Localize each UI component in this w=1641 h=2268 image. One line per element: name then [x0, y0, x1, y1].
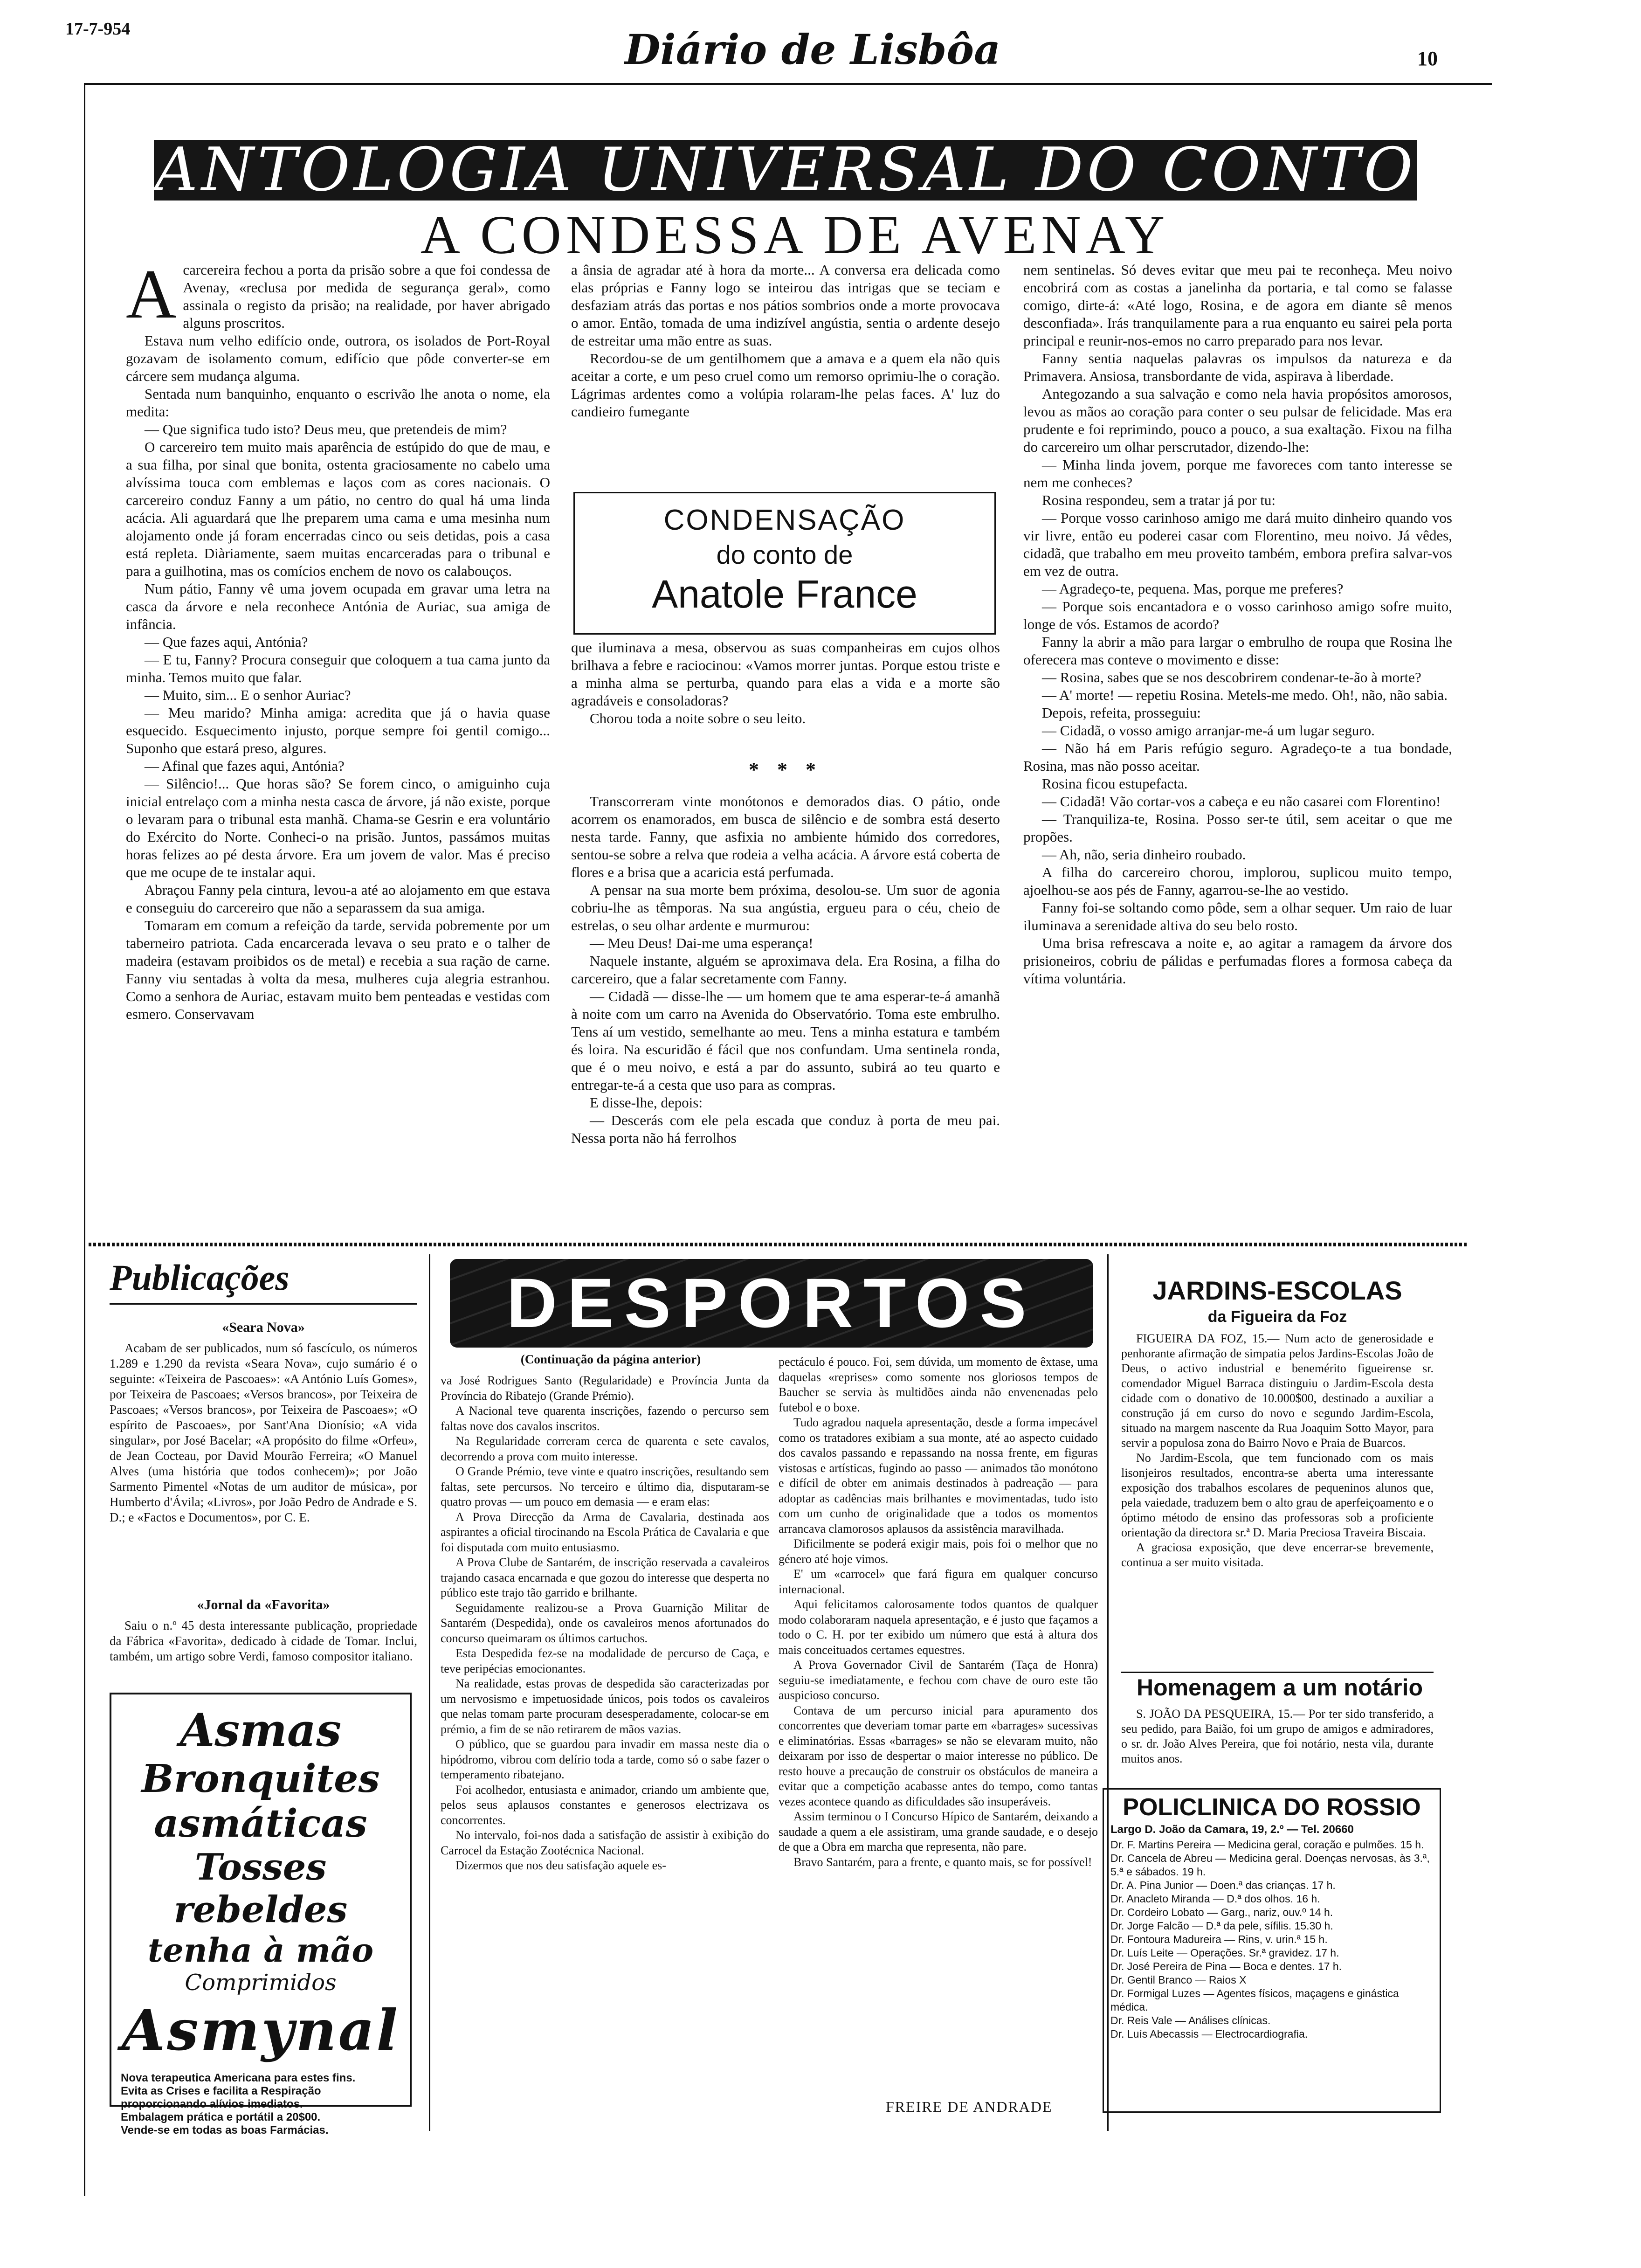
jardins-heading: JARDINS-ESCOLAS [1152, 1276, 1402, 1305]
policlinica-list [1110, 1838, 1433, 2041]
story-paragraph: — Muito, sim... E o senhor Auriac? [145, 687, 351, 703]
desportos-banner [450, 1259, 1093, 1348]
story-paragraph: — A' morte! — repetiu Rosina. Metels-me medo. Oh!, não, não sabia. [1042, 687, 1448, 703]
ad-text-line: Vende-se em todas as boas Farmácias. [121, 2124, 329, 2137]
jardins-subheading: da Figueira da Foz [1207, 1308, 1347, 1326]
story-paragraph: — Agradeço-te, pequena. Mas, porque me preferes? [1042, 581, 1344, 597]
favorita-paragraph: Saiu o n.º 45 desta interessante publicação, propriedade da Fábrica «Favorita», dedicado à cidade de Tomar. Inclui, também, um artigo sobre Verdi, famoso compositor italiano. [110, 1618, 417, 1663]
ad-line: tenha à mão [147, 1931, 374, 1970]
desportos-paragraph: Na Regularidade correram cerca de quarenta e sete cavalos, decorrendo a prova com muito interesse. [441, 1434, 769, 1463]
policlinica-doctor: Dr. Gentil Branco — Raios X [1110, 1974, 1247, 1986]
desportos-paragraph: Aqui felicitamos calorosamente todos quantos de qualquer modo colaboraram naquela apresentação, e é justo que façamos a todo o C. H. por ter exibido um número que está à altura dos mais conceituados certames equestres. [779, 1597, 1098, 1657]
story-paragraph: carcereira fechou a porta da prisão sobre a que foi condessa de Avenay, «reclusa por medida de segurança geral», como assinala o registo da prisão; na realidade, por haver abrigado alguns proscritos. [183, 262, 550, 331]
story-paragraph: — Que fazes aqui, Antónia? [145, 634, 308, 650]
section-divider [89, 1243, 1469, 1246]
desportos-paragraph: Dizermos que nos deu satisfação aquele es- [455, 1859, 666, 1872]
story-paragraph: — Meu Deus! Dai-me uma esperança! [590, 935, 814, 951]
story-paragraph: Rosina respondeu, sem a tratar já por tu: [1042, 492, 1276, 508]
story-column-2-mid [571, 639, 1000, 746]
ad-line: Bronquites [141, 1756, 380, 1801]
policlinica-doctor: Dr. A. Pina Junior — Doen.ª das crianças. 17 h. [1110, 1879, 1336, 1891]
story-paragraph: Abraçou Fanny pela cintura, levou-a até ao alojamento em que estava e conseguiu do carcereiro que não a separassem da sua amiga. [126, 882, 550, 916]
ad-text-line: Nova terapeutica Americana para estes fins. [121, 2072, 356, 2084]
desportos-paragraph: Na realidade, estas provas de despedida são caracterizadas por um nervosismo e impetuosidade únicos, pois todos os cavaleiros que nelas tomam parte procuram desesperadamente, colocar-se em prémio, a fim de se não retirarem de mãos vazias. [441, 1677, 769, 1736]
jardins-paragraph: A graciosa exposição, que deve encerrar-se brevemente, continua a ser muito visitada. [1121, 1541, 1434, 1569]
seara-nova-text [110, 1341, 417, 1583]
notario-paragraph: S. JOÃO DA PESQUEIRA, 15.— Por ter sido transferido, a seu pedido, para Baião, foi um grupo de amigos e admiradores, o sr. dr. João Alves Pereira, que foi notário, nesta vila, durante muitos anos. [1121, 1707, 1434, 1765]
policlinica-heading: POLICLINICA DO ROSSIO [1123, 1794, 1421, 1821]
desportos-paragraph: Bravo Santarém, para a frente, e quanto mais, se for possível! [793, 1855, 1092, 1869]
story-paragraph: O carcereiro tem muito mais aparência de estúpido do que de mau, e a sua filha, por sinal que bonita, ostenta graciosamente no cabelo uma alvíssima touca com emblemas e laços com as cores nacionais. O carcereiro conduz Fanny a um pátio, no centro do qual há uma linda acácia. Ali aguardará que lhe preparem uma cama e uma mesinha num alojamento onde já foram encerradas cinco ou seis detidas, pois a casa está repleta. Diàriamente, saem muitas encarceradas para o tribunal e para a guilhotina, mas os comícios enchem de novo os calabouços. [126, 439, 550, 579]
masthead-date: 17-7-954 [65, 19, 131, 39]
desportos-paragraph: A Prova Governador Civil de Santarém (Taça de Honra) seguiu-se imediatamente, e fechou com chave de ouro este tão auspicioso concurso. [779, 1658, 1098, 1702]
story-paragraph: — Descerás com ele pela escada que conduz à porta de meu pai. Nessa porta não há ferrolhos [571, 1112, 1000, 1146]
policlinica-doctor: Dr. Cordeiro Lobato — Garg., nariz, ouv.º 14 h. [1110, 1906, 1333, 1918]
seara-nova-paragraph: Acabam de ser publicados, num só fascículo, os números 1.289 e 1.290 da revista «Seara Nova», cujo sumário é o seguinte: «Teixeira de Pascoaes»: «A António Luís Gomes», por Teixeira de Pascoaes; «Versos brancos», por Teixeira de Pascoaes; «Versos brancos», por Teixeira de Pascoaes»; «O espírito de Pascoaes», por Sant'Ana Dionísio; «A vida singular», por José Bacelar; «A propósito do filme «Orfeu», de Jean Cocteau, por David Mourão Ferreira; «O Manuel Alves (uma história que todos conhecem)»; por João Sarmento Pimentel «Notas de um auditor de música», por Humberto d'Ávila; «Livros», por João Pedro de Andrade e S. D.; e «Factos e Documentos», por C. E. [110, 1341, 417, 1524]
story-paragraph: Rosina ficou estupefacta. [1042, 775, 1188, 792]
jardins-text [1121, 1331, 1434, 1667]
story-paragraph: Fanny foi-se soltando como pôde, sem a olhar sequer. Um raio de luar iluminava a serenidade altiva do seu belo rosto. [1023, 899, 1452, 933]
story-paragraph: Fanny sentia naquelas palavras os impulsos da natureza e da Primavera. Ansiosa, transbordante de vida, aspirava à liberdade. [1023, 350, 1452, 384]
desportos-paragraph: pectáculo é pouco. Foi, sem dúvida, um momento de êxtase, uma daquelas «reprises» como somente nos gloriosos tempos de Baucher se servia às multidões ainda não envenenadas pelo futebol e o boxe. [779, 1355, 1098, 1414]
anthology-banner-text: ANTOLOGIA UNIVERSAL DO CONTO [154, 135, 1417, 205]
policlinica-doctor: Dr. José Pereira de Pina — Boca e dentes. 17 h. [1110, 1960, 1342, 1972]
story-paragraph: — Porque vosso carinhoso amigo me dará muito dinheiro quando vos vir livre, então eu poderei casar com Florentino, meu noivo. Já vêdes, cidadã, que trabalho em meu proveito também, embora prefira salvar-vos em vez de outra. [1023, 510, 1452, 579]
story-paragraph: — Cidadã, o vosso amigo arranjar-me-á um lugar seguro. [1042, 722, 1375, 739]
story-paragraph: — Afinal que fazes aqui, Antónia? [145, 758, 345, 774]
masthead-title: Diário de Lisbôa [625, 25, 1001, 74]
story-paragraph: — Porque sois encantadora e o vosso carinhoso amigo sofre muito, longe de vós. Estamos de acordo? [1023, 598, 1452, 632]
desportos-paragraph: Foi acolhedor, entusiasta e animador, criando um ambiente que, pelos seus aplausos constantes e generosos electrizava os concorrentes. [441, 1783, 769, 1827]
desportos-paragraph: A Nacional teve quarenta inscrições, fazendo o percurso sem faltas nove dos cavalos inscritos. [441, 1404, 769, 1433]
seara-nova-heading: «Seara Nova» [222, 1320, 305, 1335]
desportos-paragraph: Tudo agradou naquela apresentação, desde a forma impecável como os tratadores exibiam a sua monte, até ao aspecto cuidado dos cavalos passando e repassando na nossa frente, em figuras vistosas e artísticas, fugindo ao passo — animados tão monótono e difícil de obter em animais destinados à padreação — para adoptar as cadências mais brilhantes e movimentadas, tudo isto com um cunho de originalidade que a todos os momentos arrancava clamorosos aplausos da assistência maravilhada. [779, 1416, 1098, 1535]
story-paragraph: Fanny la abrir a mão para largar o embrulho de roupa que Rosina lhe oferecera mas conteve o movimento e disse: [1023, 634, 1452, 668]
story-paragraph: Num pátio, Fanny vê uma jovem ocupada em gravar uma letra na casca da árvore e nela reconhece Antónia de Auriac, sua amiga de infância. [126, 581, 550, 632]
desportos-paragraph: O público, que se guardou para invadir em massa neste dia o hipódromo, vibrou com delírio toda a tarde, como só o sabe fazer o temperamento ribatejano. [441, 1737, 769, 1781]
publicacoes-heading: Publicações [110, 1257, 290, 1298]
desportos-title: DESPORTOS [506, 1264, 1037, 1342]
desportos-paragraph: Esta Despedida fez-se na modalidade de percurso de Caça, e teve peripécias emocionantes. [441, 1646, 769, 1675]
policlinica-address: Largo D. João da Camara, 19, 2.º — Tel. 20660 [1110, 1823, 1354, 1836]
story-column-2-top [571, 261, 1000, 485]
publicacoes-rule [110, 1303, 417, 1305]
story-paragraph: — Cidadã! Vão cortar-vos a cabeça e eu não casarei com Florentino! [1042, 793, 1441, 809]
policlinica-doctor: Dr. F. Martins Pereira — Medicina geral, coração e pulmões. 15 h. [1110, 1839, 1424, 1851]
ad-text-line: Evita as Crises e facilita a Respiração proporcionando alívios imediatos. [121, 2085, 321, 2110]
story-paragraph: a ânsia de agradar até à hora da morte... A conversa era delicada como elas próprias e Fanny logo se inteirou das intrigas que se teciam e desfaziam atrás das portas e nos pátios sombrios onde a morte provocava o amor. Então, tomada de uma indizível angústia, sentia o ardente desejo de estreitar uma mão entre as suas. [571, 262, 1000, 349]
desportos-paragraph: A Prova Clube de Santarém, de inscrição reservada a cavaleiros trajando casaca encarnada e que gozou do interesse que desperta no público este trajo tão garrido e brilhante. [441, 1556, 769, 1599]
desportos-paragraph: O Grande Prémio, teve vinte e quatro inscrições, resultando sem faltas, sete percursos. No terceiro e último dia, disputaram-se quatro provas — um pouco em demasia — e eram elas: [441, 1465, 769, 1508]
desportos-paragraph: Seguidamente realizou-se a Prova Guarnição Militar de Santarém (Despedida), onde os cavaleiros menos afortunados do concurso queimaram os últimos cartuchos. [441, 1601, 769, 1645]
story-paragraph: A filha do carcereiro chorou, implorou, suplicou muito tempo, ajoelhou-se aos pés de Fanny, agarrou-se-lhe ao vestido. [1023, 864, 1452, 898]
column-rule [429, 1254, 430, 2131]
story-column-2-bottom [571, 793, 1000, 1238]
desportos-column-1 [441, 1373, 769, 2133]
story-dropcap: A [126, 261, 177, 333]
frame-left [84, 84, 85, 2196]
ad-text [121, 2072, 400, 2137]
desportos-paragraph: No intervalo, foi-nos dada a satisfação de assistir à exibição do Carrocel da Estação Zootécnica Nacional. [441, 1828, 769, 1857]
story-paragraph: — Minha linda jovem, porque me favoreces com tanto interesse se nem me conheces? [1023, 456, 1452, 491]
story-paragraph: Recordou-se de um gentilhomem que a amava e a quem ela não quis aceitar a corte, e um peso cruel como um remorso oprimiu-lhe o coração. Lágrimas ardentes como a volúpia rolaram-lhe pelas faces. A' luz do candieiro fumegante [571, 350, 1000, 420]
anthology-banner [154, 135, 1417, 205]
desportos-paragraph: Contava de um percurso inicial para apuramento dos concorrentes que deveriam tomar parte em «barrages» sucessivas e eliminatórias. Essas «barrages» se não se elevaram muito, não deixaram por isso de despertar o maior interesse no público. De resto houve a precaução de construir os obstáculos de maneira a evitar que a competição acabasse antes do tempo, como tantas vezes acontece quando as dificuldades são insuperáveis. [779, 1703, 1098, 1808]
story-paragraph: Chorou toda a noite sobre o seu leito. [590, 710, 806, 726]
desportos-continuation: (Continuação da página anterior) [520, 1352, 701, 1366]
story-paragraph: — Silêncio!... Que horas são? Se forem cinco, o amiguinho cuja inicial entrelaço com a minha nesta casca de árvore, já não existe, porque o levaram para o tribunal esta manhã. Chama-se Gesrin e era voluntário do Exército do Norte. Conheci-o na prisão. Juntos, passámos muitas horas felizes ao pé desta árvore. Era um jovem de valor. Mas é preciso que me ocupe de te instalar aqui. [126, 775, 550, 880]
policlinica-doctor: Dr. Anacleto Miranda — D.ª dos olhos. 16 h. [1110, 1893, 1320, 1905]
story-paragraph: — Não há em Paris refúgio seguro. Agradeço-te a tua bondade, Rosina, mas não posso aceitar. [1023, 740, 1452, 774]
policlinica-box [1103, 1788, 1441, 2113]
ad-brand: Asmynal [122, 1998, 400, 2063]
story-paragraph: Uma brisa refrescava a noite e, ao agitar a ramagem da árvore dos prisioneiros, cobriu de pálidas e perfumadas flores a formosa cabeça da vítima voluntária. [1023, 935, 1452, 987]
story-column-3 [1023, 261, 1452, 1236]
story-separator: * * * [749, 758, 822, 781]
desportos-paragraph: Assim terminou o I Concurso Hípico de Santarém, deixando a saudade a quem a ele assistiram, uma grande saudade, e o desejo de que a Obra em marcha que representa, não pare. [779, 1810, 1098, 1853]
desportos-column-2 [779, 1355, 1098, 2087]
condensation-box [573, 492, 996, 635]
notario-text [1121, 1707, 1434, 1786]
policlinica-doctor: Dr. Luís Abecassis — Electrocardiografia. [1110, 2028, 1308, 2040]
desportos-paragraph: Dificilmente se poderá exigir mais, pois foi o melhor que no género até hoje vimos. [779, 1537, 1098, 1566]
story-paragraph: A pensar na sua morte bem próxima, desolou-se. Um suor de agonia cobriu-lhe as têmporas. Na sua angústia, ergueu para o céu, cheio de estrelas, o seu olhar ardente e murmurou: [571, 882, 1000, 933]
masthead-rule [84, 83, 1492, 85]
jardins-paragraph: FIGUEIRA DA FOZ, 15.— Num acto de generosidade e penhorante afirmação de simpatia pelos Jardins-Escolas João de Deus, o activo industrial e benemérito figueirense sr. comendador Miguel Barraca distinguiu o Jardim-Escola desta cidade com o donativo de 10.000$00, destinado a auxiliar a construção já em curso do novo e segundo Jardim-Escola, situado na margem nascente da Rua Joaquim Sotto Mayor, para servir a populosa zona do Bairro Novo e Praia de Buarcos. [1121, 1332, 1434, 1450]
story-paragraph: Antegozando a sua salvação e como nela havia propósitos amorosos, levou as mãos ao coração para conter o seu pulsar de felicidade. Mas era prudente e foi reprimindo, pouco a pouco, a sua exaltação. Fixou na filha do carcereiro um olhar perscrutador, dizendo-lhe: [1023, 386, 1452, 455]
story-paragraph: E disse-lhe, depois: [590, 1094, 703, 1111]
story-paragraph: — Que significa tudo isto? Deus meu, que pretendeis de mim? [145, 421, 507, 437]
condensation-author: Anatole France [652, 572, 917, 616]
story-paragraph: Naquele instante, alguém se aproximava dela. Era Rosina, a filha do carcereiro, que a falar secretamente com Fanny. [571, 953, 1000, 987]
story-paragraph: — Tranquiliza-te, Rosina. Posso ser-te útil, sem aceitar o que me propões. [1023, 811, 1452, 845]
ad-text-line: Embalagem prática e portátil a 20$00. [121, 2111, 321, 2123]
desportos-paragraph: E' um «carrocel» que fará figura em qualquer concurso internacional. [779, 1567, 1098, 1596]
desportos-paragraph: va José Rodrigues Santo (Regularidade) e Província Junta da Província do Ribatejo (Grande Prémio). [441, 1374, 769, 1403]
asmynal-ad [110, 1693, 412, 2137]
ad-line: Comprimidos [185, 1970, 337, 1996]
story-paragraph: Estava num velho edifício onde, outrora, os isolados de Port-Royal gozavam de isolamento comum, edifício que pôde converter-se em cárcere sem mudança alguma. [126, 332, 550, 384]
story-paragraph: — Ah, não, seria dinheiro roubado. [1042, 846, 1246, 863]
story-paragraph: Tomaram em comum a refeição da tarde, servida pobremente por um taberneiro patriota. Cada encarcerada levava o seu prato e o talher de madeira (estavam proibidos os de metal) e recebia a sua ração de carne. Fanny viu sentadas à volta da mesa, mulheres cuja alegria estranhou. Como a senhora de Auriac, estavam muito bem penteadas e vestidas com esmero. Conservavam [126, 917, 550, 1022]
story-paragraph: — Cidadã — disse-lhe — um homem que te ama esperar-te-á amanhã à noite com um carro na Avenida do Observatório. Toma este embrulho. Tens aí um vestido, semelhante ao meu. Tens a minha estatura e também és loira. Na escuridão é fácil que nos confundam. Uma sentinela ronda, que é o meu noivo, e está a par do assunto, subirá ao teu quarto e entregar-te-á a cesta que uso para as compras. [571, 988, 1000, 1093]
policlinica-doctor: Dr. Jorge Falcão — D.ª da pele, sífilis. 15.30 h. [1110, 1920, 1333, 1932]
story-paragraph: que iluminava a mesa, observou as suas companheiras em cujos olhos brilhava a febre e raciocinou: «Vamos morrer juntas. Porque estou triste e a minha alma se perturba, quando para elas a vida e a morte são agradáveis e consoladoras? [571, 639, 1000, 709]
story-title: A CONDESSA DE AVENAY [420, 204, 1170, 265]
ad-line: Tosses rebeldes [173, 1846, 348, 1931]
desportos-signature: FREIRE DE ANDRADE [886, 2098, 1053, 2115]
jardins-paragraph: No Jardim-Escola, que tem funcionado com os mais lisonjeiros resultados, encontra-se aberta uma interessante exposição dos trabalhos escolares de pequeninos alunos que, pela vaiedade, traduzem bem o alto grau de aperfeiçoamento e o óptimo método de ensino das professoras sob a proficiente orientação da directora sr.ª D. Maria Preciosa Traveira Biscaia. [1121, 1451, 1434, 1539]
story-paragraph: — Rosina, sabes que se nos descobrirem condenar-te-ão à morte? [1042, 669, 1421, 685]
notario-heading: Homenagem a um notário [1137, 1674, 1423, 1701]
policlinica-doctor: Dr. Fontoura Madureira — Rins, v. urin.ª 15 h. [1110, 1933, 1328, 1945]
condensation-sub: do conto de [716, 540, 853, 569]
ad-line: Asmas [179, 1704, 342, 1756]
story-paragraph: nem sentinelas. Só deves evitar que meu pai te reconheça. Meu noivo encobrirá com as costas a janelinha da portaria, e tal como se falasse comigo, dirte-á: «Até logo, Rosina, e de agora em diante sê menos desconfiada». Irás tranquilamente para a rua enquanto eu sairei pela porta principal e reunir-nos-emos no carro preparado para nos levar. [1023, 262, 1452, 349]
condensation-label: CONDENSAÇÃO [663, 504, 906, 536]
story-paragraph: Depois, refeita, prosseguiu: [1042, 705, 1201, 721]
notario-rule [1121, 1672, 1434, 1673]
story-paragraph: — Meu marido? Minha amiga: acredita que já o havia quase esquecido. Esquecimento injusto, porque sempre foi gentil comigo... Suponho que estará preso, algures. [126, 705, 550, 756]
desportos-paragraph: A Prova Direcção da Arma de Cavalaria, destinada aos aspirantes a oficial tirocinando na Escola Prática de Cavalaria e que foi disputada com muito entusiasmo. [441, 1510, 769, 1554]
policlinica-doctor: Dr. Reis Vale — Análises clínicas. [1110, 2014, 1271, 2026]
page-number: 10 [1417, 47, 1438, 70]
favorita-heading: «Jornal da «Favorita» [197, 1597, 330, 1612]
policlinica-doctor: Dr. Formigal Luzes — Agentes físicos, maçagens e ginástica médica. [1110, 1987, 1399, 2013]
policlinica-doctor: Dr. Luís Leite — Operações. Sr.ª gravidez. 17 h. [1110, 1947, 1339, 1959]
policlinica-doctor: Dr. Cancela de Abreu — Medicina geral. Doenças nervosas, às 3.ª, 5.ª e sábados. 19 h. [1110, 1852, 1430, 1878]
story-paragraph: — E tu, Fanny? Procura conseguir que coloquem a tua cama junto da minha. Temos muito que falar. [126, 651, 550, 685]
story-paragraph: Transcorreram vinte monótonos e demorados dias. O pátio, onde acorrem os enamorados, em busca de silêncio e de sombra está deserto nesta tarde. Fanny, que asfixia no ambiente húmido dos corredores, sentou-se sobre a relva que rodeia a velha acácia. A árvore está coberta de flores e a brisa que a acaricia está perfumada. [571, 793, 1000, 880]
story-column-1 [126, 261, 550, 1236]
ad-line: asmáticas [154, 1801, 367, 1846]
favorita-text [110, 1618, 417, 1688]
story-paragraph: Sentada num banquinho, enquanto o escrivão lhe anota o nome, ela medita: [126, 386, 550, 420]
